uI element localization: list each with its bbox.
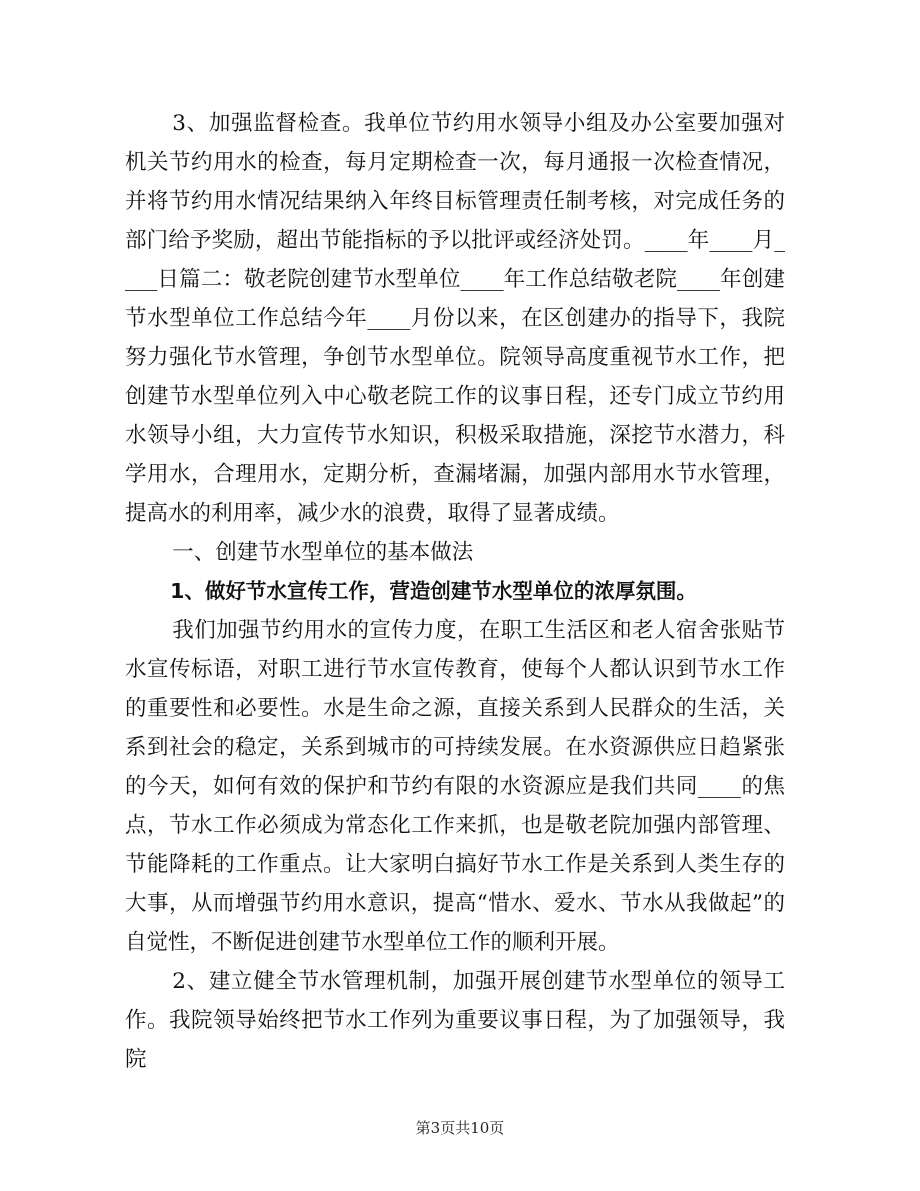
section-heading-basic-practices: 一、创建节水型单位的基本做法: [172, 540, 474, 565]
subheading-publicity: 1、做好节水宣传工作，营造创建节水型单位的浓厚氛围。: [170, 579, 697, 603]
paragraph-publicity: 我们加强节约用水的宣传力度，在职工生活区和老人宿舍张贴节水宣传标语，对职工进行节水宣传教育，使每个人都认识到节水工作的重要性和必要性。水是生命之源，直接关系到人民群众的生活，关系到社会的稳定，关系到城市的可持续发展。在水资源供应日趋紧张的今天，如何有效的保护和节约有限的水资源应是我们共同____的焦点，节水工作必须成为常态化工作来抓，也是敬老院加强内部管理、节能降耗的工作重点。让大家明白搞好节水工作是关系到人类生存的大事，从而增强节约用水意识，提高“惜水、爱水、节水从我做起”的自觉性，不断促进创建节水型单位工作的顺利开展。: [125, 618, 785, 955]
paragraph-supervision: 3、加强监督检查。我单位节约用水领导小组及办公室要加强对机关节约用水的检查，每月定期检查一次，每月通报一次检查情况，并将节约用水情况结果纳入年终目标管理责任制考核，对完成任务的部门给予奖励，超出节能指标的予以批评或经济处罚。____年____月____日篇二：敬老院创建节水型单位____年工作总结敬老院____年创建节水型单位工作总结今年____月份以来，在区创建办的指导下，我院努力强化节水管理，争创节水型单位。院领导高度重视节水工作，把创建节水型单位列入中心敬老院工作的议事日程，还专门成立节约用水领导小组，大力宣传节水知识，积极采取措施，深挖节水潜力，科学用水，合理用水，定期分析，查漏堵漏，加强内部用水节水管理，提高水的利用率，减少水的浪费，取得了显著成绩。: [125, 111, 785, 526]
paragraph-management-mechanism: 2、建立健全节水管理机制，加强开展创建节水型单位的领导工作。我院领导始终把节水工作列为重要议事日程，为了加强领导，我院: [125, 969, 785, 1072]
page-number-footer: 第3页共10页: [415, 1119, 505, 1137]
document-body: [125, 104, 785, 1079]
